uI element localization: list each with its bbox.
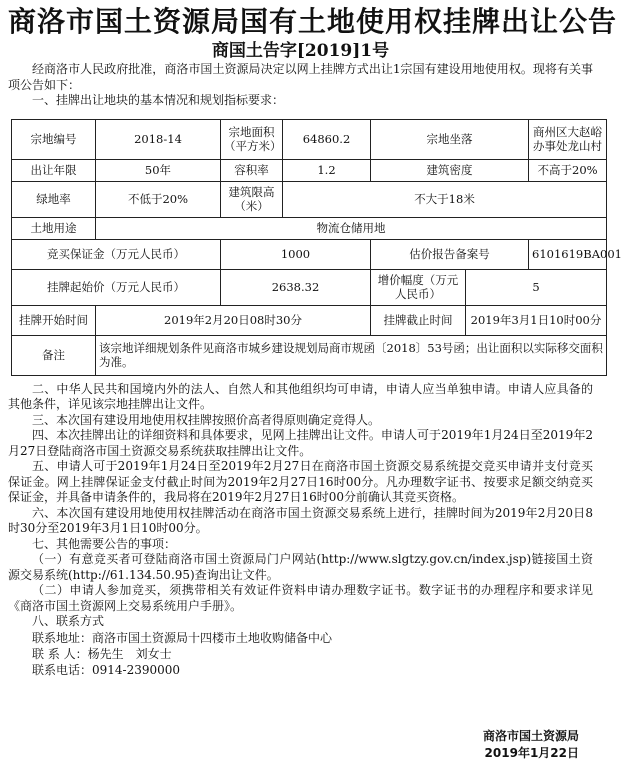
section-7-item-1: （一）有意竞买者可登陆商洛市国土资源局门户网站(http://www.slgtzy.gov.cn/index.jsp)链接国土资源交易系统(http://61.134.50.95)查询出让文件。: [8, 552, 593, 582]
cell-value: 不高于20%: [529, 159, 607, 181]
table-row: [12, 239, 607, 269]
cell-value: 64860.2: [283, 119, 371, 159]
section-3: 三、本次国有建设用地使用权挂牌按照价高者得原则确定竞得人。: [32, 412, 381, 427]
contact-address: 联系地址：商洛市国土资源局十四楼市土地收购储备中心: [32, 630, 333, 645]
issuing-organization: 商洛市国土资源局: [482, 729, 579, 743]
cell-label: 宗地编号: [12, 119, 96, 159]
issue-date: 2019年1月22日: [484, 746, 579, 760]
cell-label: 备注: [12, 335, 96, 375]
cell-value: 2018-14: [96, 119, 221, 159]
cell-value: 2638.32: [221, 269, 371, 305]
cell-label: 土地用途: [12, 217, 96, 239]
contact-person: 联 系 人：杨先生 刘女士: [32, 646, 172, 661]
cell-value: 该宗地详细规划条件见商洛市城乡建设规划局商市规函〔2018〕53号函；出让面积以实际移交面积为准。: [96, 335, 607, 375]
section-7-item-2: （二）申请人参加竞买，须携带相关有效证件资料申请办理数字证书。数字证书的办理程序和要求详见《商洛市国土资源网上交易系统用户手册》。: [8, 583, 593, 613]
cell-value: 商州区大赵峪办事处龙山村: [529, 119, 607, 159]
cell-label: 竞买保证金（万元人民币）: [12, 239, 221, 269]
cell-value: 6101619BA001: [529, 239, 607, 269]
cell-label: 增价幅度（万元人民币）: [371, 269, 466, 305]
cell-value: 不低于20%: [96, 181, 221, 217]
cell-value: 50年: [96, 159, 221, 181]
cell-label: 宗地面积（平方米）: [221, 119, 283, 159]
page-title: 商洛市国土资源局国有土地使用权挂牌出让公告: [8, 5, 618, 38]
table-row: [12, 305, 607, 335]
parcel-info-table: [11, 119, 622, 376]
parcel-table-wrap: [11, 119, 622, 376]
section-7-heading: 七、其他需要公告的事项：: [32, 536, 177, 551]
table-row: [12, 269, 607, 305]
cell-label: 出让年限: [12, 159, 96, 181]
cell-value: 5: [466, 269, 607, 305]
cell-label: 绿地率: [12, 181, 96, 217]
cell-label: 挂牌截止时间: [371, 305, 466, 335]
cell-value: 2019年3月1日10时00分: [466, 305, 607, 335]
table-row: [12, 119, 607, 159]
cell-value: 2019年2月20日08时30分: [96, 305, 371, 335]
cell-value: 1.2: [283, 159, 371, 181]
cell-label: 估价报告备案号: [371, 239, 529, 269]
body-sections: [8, 382, 593, 678]
cell-value: 不大于18米: [283, 181, 607, 217]
table-row: [12, 159, 607, 181]
signature-block: [483, 728, 579, 762]
table-row: [12, 217, 607, 239]
table-row: [12, 181, 607, 217]
document-number: 商国土告字[2019]1号: [211, 41, 390, 61]
cell-label: 容积率: [221, 159, 283, 181]
contact-phone: 联系电话：0914-2390000: [32, 662, 181, 677]
cell-label: 挂牌起始价（万元人民币）: [12, 269, 221, 305]
section-1-heading: 一、挂牌出让地块的基本情况和规划指标要求：: [32, 93, 285, 107]
cell-value: 物流仓储用地: [96, 217, 607, 239]
cell-label: 宗地坐落: [371, 119, 529, 159]
section-6: 六、本次国有建设用地使用权挂牌活动在商洛市国土资源交易系统上进行，挂牌时间为2019年2月20日8时30分至2019年3月1日10时00分。: [8, 505, 593, 535]
cell-label: 挂牌开始时间: [12, 305, 96, 335]
intro-paragraph: 经商洛市人民政府批准，商洛市国土资源局决定以网上挂牌方式出让1宗国有建设用地使用权。现将有关事项公告如下：: [8, 62, 593, 92]
section-4: 四、本次挂牌出让的详细资料和具体要求，见网上挂牌出让文件。申请人可于2019年1月24日至2019年2月27日登陆商洛市国土资源交易系统获取挂牌出让文件。: [8, 428, 593, 458]
table-row: [12, 335, 607, 375]
cell-label: 建筑密度: [371, 159, 529, 181]
section-8-heading: 八、联系方式: [32, 614, 105, 628]
section-2: 二、中华人民共和国境内外的法人、自然人和其他组织均可申请，申请人应当单独申请。申请人应具备的其他条件，详见该宗地挂牌出让文件。: [8, 381, 593, 411]
cell-value: 1000: [221, 239, 371, 269]
cell-label: 建筑限高（米）: [221, 181, 283, 217]
section-5: 五、申请人可于2019年1月24日至2019年2月27日在商洛市国土资源交易系统提交竞买申请并支付竞买保证金。网上挂牌保证金支付截止时间为2019年2月27日16时00分。凡办理数字证书、按要求足额交纳竞买保证金，并具备申请条件的，我局将在2019年2月27日16时00分前确认其竞买资格。: [8, 459, 593, 504]
